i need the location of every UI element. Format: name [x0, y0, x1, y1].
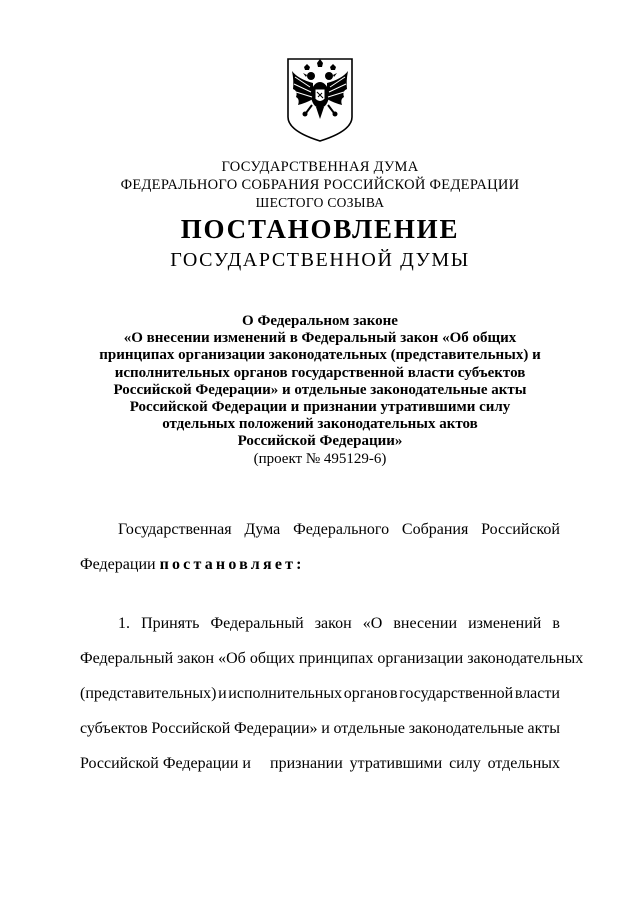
- word: Федерации»: [233, 720, 318, 737]
- word: акты: [527, 720, 560, 737]
- subject-line: «О внесении изменений в Федеральный закон «Об общих: [123, 330, 517, 347]
- word: утратившими: [349, 755, 443, 772]
- subject-line: принципах организации законодательных (представительных) и: [99, 347, 541, 364]
- word: власти: [514, 685, 560, 702]
- subject-line: исполнительных органов государственной власти субъектов: [114, 364, 526, 381]
- item1-line-5-tail: [270, 753, 560, 775]
- word: 1.: [118, 615, 130, 632]
- word: Федерального: [293, 521, 390, 538]
- item1-line-3: [80, 683, 560, 705]
- word: субъектов: [80, 720, 148, 737]
- word: Федерации: [80, 556, 156, 573]
- word: «О: [362, 615, 383, 632]
- word: отдельные: [333, 720, 406, 737]
- subject-line: Российской Федерации и признании утратившими силу: [129, 399, 511, 416]
- header-line-assembly: ФЕДЕРАЛЬНОГО СОБРАНИЯ РОССИЙСКОЙ ФЕДЕРАЦИИ: [120, 177, 520, 193]
- word: исполнительных: [228, 685, 343, 702]
- document-issuer-title: ГОСУДАРСТВЕННОЙ ДУМЫ: [170, 249, 470, 271]
- subject-line: Российской Федерации»: [237, 433, 403, 450]
- word: и: [321, 720, 330, 737]
- project-number: (проект № 495129-6): [253, 450, 387, 467]
- word: внесении: [393, 615, 458, 632]
- document-type-title: ПОСТАНОВЛЕНИЕ: [180, 214, 460, 244]
- subject-line: отдельных положений законодательных актов: [162, 416, 478, 433]
- header-line-convocation: ШЕСТОГО СОЗЫВА: [255, 195, 385, 210]
- item1-line-1: [118, 613, 560, 635]
- word: государственной: [399, 685, 514, 702]
- word: Государственная: [118, 521, 232, 538]
- word: и: [218, 685, 227, 702]
- item1-line-4: [80, 718, 560, 740]
- word: в: [552, 615, 560, 632]
- word: Дума: [244, 521, 281, 538]
- word: изменений: [468, 615, 542, 632]
- word: Российской: [151, 720, 231, 737]
- item1-line-2: Федеральный закон «Об общих принципах организации законодательных: [80, 650, 584, 667]
- resolution-verb: постановляет:: [159, 556, 305, 573]
- word: (представительных): [80, 685, 217, 702]
- phrase: Российской Федерации и: [80, 755, 251, 772]
- coat-of-arms-icon: [286, 57, 354, 143]
- subject-block: [0, 313, 640, 468]
- word: органов: [343, 685, 398, 702]
- word: Собрания: [401, 521, 469, 538]
- subject-line: О Федеральном законе: [242, 313, 398, 329]
- intro-line-1: [118, 519, 560, 541]
- word: силу: [449, 755, 481, 772]
- subject-line: Российской Федерации» и отдельные законодательные акты: [113, 381, 527, 398]
- word: Российской: [481, 521, 560, 538]
- intro-line-2: [80, 554, 560, 576]
- word: законодательные: [408, 720, 524, 737]
- word: закон: [314, 615, 352, 632]
- item1-line-5: [80, 753, 560, 775]
- word: Федеральный: [210, 615, 304, 632]
- header-line-duma: ГОСУДАРСТВЕННАЯ ДУМА: [221, 159, 419, 175]
- word: Принять: [141, 615, 200, 632]
- word: признании: [270, 755, 343, 772]
- word: отдельных: [487, 755, 560, 772]
